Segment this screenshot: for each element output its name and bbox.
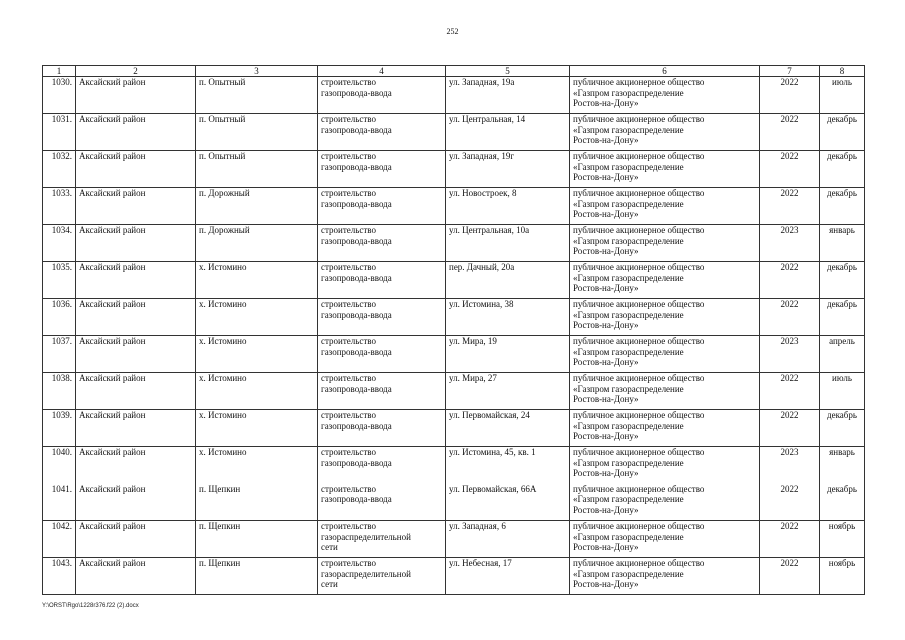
table-row xyxy=(43,410,865,447)
cell-line: х. Истомино xyxy=(199,410,247,420)
cell-line: газораспределительной xyxy=(321,531,411,542)
cell-line: 1033. xyxy=(51,188,72,198)
cell-line: «Газпром газораспределение xyxy=(573,383,684,394)
cell-month xyxy=(820,151,865,188)
cell-settlement xyxy=(196,114,318,151)
cell-line: Аксайский район xyxy=(79,262,146,272)
cell-address xyxy=(446,77,570,114)
cell-line: строительство xyxy=(321,558,376,568)
cell-row-number xyxy=(43,262,76,299)
cell-line: публичное акционерное общество xyxy=(573,447,705,457)
cell-line: апрель xyxy=(829,336,855,346)
cell-year xyxy=(760,521,820,558)
cell-line: х. Истомино xyxy=(199,447,247,457)
cell-organization xyxy=(570,77,760,114)
cell-line: Аксайский район xyxy=(79,225,146,235)
table-row xyxy=(43,77,865,114)
cell-line: Ростов-на-Дону» xyxy=(573,357,639,368)
cell-organization xyxy=(570,521,760,558)
cell-line: Аксайский район xyxy=(79,188,146,198)
cell-line: п. Щепкин xyxy=(199,558,241,568)
cell-year xyxy=(760,151,820,188)
cell-work-type xyxy=(318,114,446,151)
cell-line: строительство xyxy=(321,336,376,346)
cell-line: 2022 xyxy=(780,188,799,198)
cell-month xyxy=(820,373,865,410)
cell-address xyxy=(446,114,570,151)
cell-line: «Газпром газораспределение xyxy=(573,568,684,579)
cell-district xyxy=(76,262,196,299)
cell-organization xyxy=(570,188,760,225)
table-row xyxy=(43,225,865,262)
cell-line: строительство xyxy=(321,373,376,383)
cell-organization xyxy=(570,373,760,410)
cell-line: пер. Дачный, 20а xyxy=(449,262,515,272)
cell-address xyxy=(446,299,570,336)
cell-line: «Газпром газораспределение xyxy=(573,124,684,135)
cell-line: ноябрь xyxy=(828,521,856,531)
cell-line: декабрь xyxy=(827,151,857,161)
cell-line: п. Дорожный xyxy=(199,188,250,198)
cell-line: Ростов-на-Дону» xyxy=(573,468,639,479)
cell-line: ул. Новостроек, 8 xyxy=(449,188,517,198)
cell-month xyxy=(820,447,865,484)
cell-line: 2022 xyxy=(780,521,799,531)
cell-line: газопровода-ввода xyxy=(321,87,392,98)
cell-line: декабрь xyxy=(827,114,857,124)
cell-line: ул. Первомайская, 24 xyxy=(449,410,530,420)
cell-line: Ростов-на-Дону» xyxy=(573,246,639,257)
cell-settlement xyxy=(196,225,318,262)
cell-line: сети xyxy=(321,579,338,590)
cell-address xyxy=(446,521,570,558)
cell-line: 2022 xyxy=(780,262,799,272)
cell-line: п. Щепкин xyxy=(199,483,241,494)
cell-line: публичное акционерное общество xyxy=(573,262,705,272)
cell-district xyxy=(76,188,196,225)
cell-address xyxy=(446,484,570,521)
cell-line: строительство xyxy=(321,77,376,87)
cell-work-type xyxy=(318,299,446,336)
cell-line: «Газпром газораспределение xyxy=(573,198,684,209)
cell-line: 2022 xyxy=(780,373,799,383)
cell-month xyxy=(820,299,865,336)
cell-organization xyxy=(570,262,760,299)
cell-line: январь xyxy=(829,225,855,235)
cell-work-type xyxy=(318,410,446,447)
cell-year xyxy=(760,336,820,373)
cell-organization xyxy=(570,410,760,447)
cell-line: 1035. xyxy=(51,262,72,272)
cell-line: «Газпром газораспределение xyxy=(573,494,684,505)
cell-address xyxy=(446,188,570,225)
cell-row-number xyxy=(43,188,76,225)
cell-address xyxy=(446,225,570,262)
cell-line: 1037. xyxy=(51,336,72,346)
cell-line: Аксайский район xyxy=(79,558,146,568)
cell-line: 1039. xyxy=(51,410,72,420)
column-header-2: 2 xyxy=(76,66,196,77)
cell-district xyxy=(76,77,196,114)
cell-line: «Газпром газораспределение xyxy=(573,420,684,431)
table-row xyxy=(43,447,865,484)
cell-line: 2022 xyxy=(780,77,799,87)
cell-line: 2022 xyxy=(780,483,799,494)
cell-line: ул. Западная, 19а xyxy=(449,77,515,87)
cell-work-type xyxy=(318,77,446,114)
cell-work-type xyxy=(318,336,446,373)
cell-district xyxy=(76,447,196,484)
table-row xyxy=(43,151,865,188)
cell-line: декабрь xyxy=(827,262,857,272)
cell-line: публичное акционерное общество xyxy=(573,225,705,235)
cell-line: строительство xyxy=(321,447,376,457)
cell-organization xyxy=(570,447,760,484)
file-path-footer: Y:\ORST\Rgo\1228r376.f22 (2).docx xyxy=(42,603,139,609)
cell-line: 2022 xyxy=(780,151,799,161)
cell-line: 1041. xyxy=(51,483,72,494)
cell-month xyxy=(820,262,865,299)
cell-settlement xyxy=(196,373,318,410)
cell-work-type xyxy=(318,262,446,299)
cell-month xyxy=(820,114,865,151)
table-row xyxy=(43,262,865,299)
cell-line: газораспределительной xyxy=(321,568,411,579)
cell-line: Ростов-на-Дону» xyxy=(573,504,639,515)
cell-line: «Газпром газораспределение xyxy=(573,235,684,246)
cell-district xyxy=(76,521,196,558)
cell-line: 1043. xyxy=(51,558,72,568)
cell-month xyxy=(820,225,865,262)
cell-line: Ростов-на-Дону» xyxy=(573,320,639,331)
cell-year xyxy=(760,188,820,225)
cell-line: публичное акционерное общество xyxy=(573,483,705,494)
cell-settlement xyxy=(196,410,318,447)
cell-work-type xyxy=(318,521,446,558)
cell-line: Аксайский район xyxy=(79,77,146,87)
cell-line: публичное акционерное общество xyxy=(573,188,705,198)
cell-line: х. Истомино xyxy=(199,299,247,309)
cell-row-number xyxy=(43,484,76,521)
cell-line: ул. Западная, 19г xyxy=(449,151,515,161)
cell-district xyxy=(76,151,196,188)
cell-line: 2023 xyxy=(780,336,799,346)
cell-month xyxy=(820,336,865,373)
cell-work-type xyxy=(318,225,446,262)
table-row xyxy=(43,188,865,225)
cell-line: Аксайский район xyxy=(79,447,146,457)
cell-line: ул. Западная, 6 xyxy=(449,521,506,531)
cell-row-number xyxy=(43,410,76,447)
cell-row-number xyxy=(43,373,76,410)
cell-district xyxy=(76,336,196,373)
cell-settlement xyxy=(196,262,318,299)
table-row xyxy=(43,373,865,410)
cell-line: 2023 xyxy=(780,447,799,457)
cell-line: 1030. xyxy=(51,77,72,87)
cell-line: 1040. xyxy=(51,447,72,457)
cell-line: п. Опытный xyxy=(199,151,246,161)
cell-line: публичное акционерное общество xyxy=(573,373,705,383)
cell-line: строительство xyxy=(321,114,376,124)
cell-month xyxy=(820,558,865,595)
column-header-7: 7 xyxy=(760,66,820,77)
cell-line: Аксайский район xyxy=(79,151,146,161)
cell-line: ул. Истомина, 38 xyxy=(449,299,514,309)
cell-address xyxy=(446,447,570,484)
cell-line: 1034. xyxy=(51,225,72,235)
cell-district xyxy=(76,484,196,521)
cell-organization xyxy=(570,225,760,262)
cell-line: п. Дорожный xyxy=(199,225,250,235)
cell-line: «Газпром газораспределение xyxy=(573,161,684,172)
cell-line: 1036. xyxy=(51,299,72,309)
cell-line: газопровода-ввода xyxy=(321,420,392,431)
cell-year xyxy=(760,262,820,299)
column-header-4: 4 xyxy=(318,66,446,77)
cell-line: декабрь xyxy=(827,188,857,198)
cell-line: газопровода-ввода xyxy=(321,457,392,468)
cell-line: «Газпром газораспределение xyxy=(573,531,684,542)
cell-line: Аксайский район xyxy=(79,336,146,346)
cell-line: строительство xyxy=(321,521,376,531)
cell-line: Ростов-на-Дону» xyxy=(573,394,639,405)
cell-line: п. Опытный xyxy=(199,114,246,124)
cell-line: строительство xyxy=(321,225,376,235)
table-row xyxy=(43,114,865,151)
cell-district xyxy=(76,114,196,151)
cell-line: газопровода-ввода xyxy=(321,198,392,209)
cell-month xyxy=(820,521,865,558)
cell-line: публичное акционерное общество xyxy=(573,151,705,161)
cell-month xyxy=(820,410,865,447)
cell-year xyxy=(760,484,820,521)
cell-line: ул. Истомина, 45, кв. 1 xyxy=(449,447,536,457)
cell-year xyxy=(760,447,820,484)
cell-settlement xyxy=(196,447,318,484)
cell-line: 1031. xyxy=(51,114,72,124)
cell-month xyxy=(820,484,865,521)
cell-work-type xyxy=(318,373,446,410)
cell-row-number xyxy=(43,336,76,373)
cell-year xyxy=(760,299,820,336)
cell-district xyxy=(76,373,196,410)
cell-row-number xyxy=(43,225,76,262)
cell-line: ул. Первомайская, 66А xyxy=(449,483,537,494)
cell-organization xyxy=(570,299,760,336)
cell-line: Аксайский район xyxy=(79,114,146,124)
cell-line: публичное акционерное общество xyxy=(573,521,705,531)
cell-row-number xyxy=(43,299,76,336)
cell-line: Ростов-на-Дону» xyxy=(573,172,639,183)
cell-line: строительство xyxy=(321,151,376,161)
table-row xyxy=(43,299,865,336)
cell-row-number xyxy=(43,447,76,484)
cell-line: газопровода-ввода xyxy=(321,161,392,172)
cell-year xyxy=(760,225,820,262)
cell-row-number xyxy=(43,151,76,188)
cell-line: 1038. xyxy=(51,373,72,383)
cell-line: строительство xyxy=(321,262,376,272)
cell-line: 1032. xyxy=(51,151,72,161)
cell-address xyxy=(446,373,570,410)
cell-district xyxy=(76,299,196,336)
cell-line: газопровода-ввода xyxy=(321,272,392,283)
cell-line: Аксайский район xyxy=(79,373,146,383)
cell-organization xyxy=(570,336,760,373)
cell-line: ул. Центральная, 14 xyxy=(449,114,526,124)
cell-line: строительство xyxy=(321,483,376,494)
cell-organization xyxy=(570,558,760,595)
cell-settlement xyxy=(196,299,318,336)
table-row xyxy=(43,521,865,558)
cell-line: Ростов-на-Дону» xyxy=(573,209,639,220)
cell-line: Ростов-на-Дону» xyxy=(573,283,639,294)
cell-settlement xyxy=(196,336,318,373)
cell-district xyxy=(76,410,196,447)
cell-row-number xyxy=(43,558,76,595)
cell-settlement xyxy=(196,521,318,558)
cell-line: «Газпром газораспределение xyxy=(573,272,684,283)
cell-year xyxy=(760,373,820,410)
cell-settlement xyxy=(196,484,318,521)
cell-settlement xyxy=(196,188,318,225)
cell-line: «Газпром газораспределение xyxy=(573,457,684,468)
cell-line: ул. Мира, 27 xyxy=(449,373,497,383)
column-header-3: 3 xyxy=(196,66,318,77)
cell-line: 2022 xyxy=(780,299,799,309)
cell-district xyxy=(76,558,196,595)
cell-address xyxy=(446,151,570,188)
cell-line: газопровода-ввода xyxy=(321,383,392,394)
cell-line: январь xyxy=(829,447,855,457)
gas-connection-table xyxy=(42,65,865,595)
cell-line: ул. Небесная, 17 xyxy=(449,558,512,568)
cell-address xyxy=(446,410,570,447)
cell-address xyxy=(446,336,570,373)
cell-line: строительство xyxy=(321,299,376,309)
column-header-6: 6 xyxy=(570,66,760,77)
cell-line: Аксайский район xyxy=(79,483,146,494)
cell-line: газопровода-ввода xyxy=(321,235,392,246)
cell-line: публичное акционерное общество xyxy=(573,336,705,346)
cell-organization xyxy=(570,484,760,521)
cell-row-number xyxy=(43,521,76,558)
cell-line: газопровода-ввода xyxy=(321,309,392,320)
cell-line: сети xyxy=(321,542,338,553)
column-header-5: 5 xyxy=(446,66,570,77)
cell-row-number xyxy=(43,114,76,151)
cell-year xyxy=(760,410,820,447)
cell-organization xyxy=(570,114,760,151)
cell-district xyxy=(76,225,196,262)
cell-month xyxy=(820,188,865,225)
page-number: 252 xyxy=(446,27,459,36)
cell-line: Аксайский район xyxy=(79,299,146,309)
cell-line: х. Истомино xyxy=(199,373,247,383)
cell-work-type xyxy=(318,447,446,484)
cell-year xyxy=(760,77,820,114)
cell-line: х. Истомино xyxy=(199,262,247,272)
cell-line: «Газпром газораспределение xyxy=(573,346,684,357)
cell-line: Ростов-на-Дону» xyxy=(573,579,639,590)
table-body xyxy=(43,77,865,595)
cell-row-number xyxy=(43,77,76,114)
column-header-8: 8 xyxy=(820,66,865,77)
cell-line: ул. Мира, 19 xyxy=(449,336,497,346)
cell-line: Ростов-на-Дону» xyxy=(573,135,639,146)
cell-line: п. Опытный xyxy=(199,77,246,87)
cell-line: строительство xyxy=(321,188,376,198)
cell-line: июль xyxy=(832,373,852,383)
column-header-1: 1 xyxy=(43,66,76,77)
table-row xyxy=(43,484,865,521)
cell-line: 2022 xyxy=(780,558,799,568)
cell-line: 2022 xyxy=(780,410,799,420)
cell-settlement xyxy=(196,77,318,114)
cell-line: июль xyxy=(832,77,852,87)
cell-line: 2022 xyxy=(780,114,799,124)
cell-line: публичное акционерное общество xyxy=(573,77,705,87)
cell-line: декабрь xyxy=(827,299,857,309)
cell-line: Ростов-на-Дону» xyxy=(573,98,639,109)
cell-work-type xyxy=(318,151,446,188)
cell-line: Ростов-на-Дону» xyxy=(573,431,639,442)
cell-line: газопровода-ввода xyxy=(321,346,392,357)
table-row xyxy=(43,336,865,373)
cell-line: х. Истомино xyxy=(199,336,247,346)
cell-work-type xyxy=(318,558,446,595)
cell-work-type xyxy=(318,484,446,521)
table-row xyxy=(43,558,865,595)
cell-address xyxy=(446,262,570,299)
cell-year xyxy=(760,558,820,595)
cell-line: газопровода-ввода xyxy=(321,124,392,135)
cell-line: «Газпром газораспределение xyxy=(573,309,684,320)
cell-month xyxy=(820,77,865,114)
cell-line: 1042. xyxy=(51,521,72,531)
cell-line: Ростов-на-Дону» xyxy=(573,542,639,553)
column-number-row xyxy=(43,66,865,77)
cell-line: газопровода-ввода xyxy=(321,494,392,505)
cell-line: п. Щепкин xyxy=(199,521,241,531)
cell-line: «Газпром газораспределение xyxy=(573,87,684,98)
cell-line: публичное акционерное общество xyxy=(573,299,705,309)
cell-line: строительство xyxy=(321,410,376,420)
cell-line: Аксайский район xyxy=(79,521,146,531)
cell-organization xyxy=(570,151,760,188)
cell-line: декабрь xyxy=(827,410,857,420)
cell-line: ноябрь xyxy=(828,558,856,568)
cell-year xyxy=(760,114,820,151)
cell-settlement xyxy=(196,558,318,595)
cell-settlement xyxy=(196,151,318,188)
cell-line: Аксайский район xyxy=(79,410,146,420)
cell-line: 2023 xyxy=(780,225,799,235)
cell-line: декабрь xyxy=(827,483,857,494)
cell-work-type xyxy=(318,188,446,225)
cell-line: ул. Центральная, 10а xyxy=(449,225,530,235)
cell-address xyxy=(446,558,570,595)
cell-line: публичное акционерное общество xyxy=(573,558,705,568)
cell-line: публичное акционерное общество xyxy=(573,114,705,124)
cell-line: публичное акционерное общество xyxy=(573,410,705,420)
